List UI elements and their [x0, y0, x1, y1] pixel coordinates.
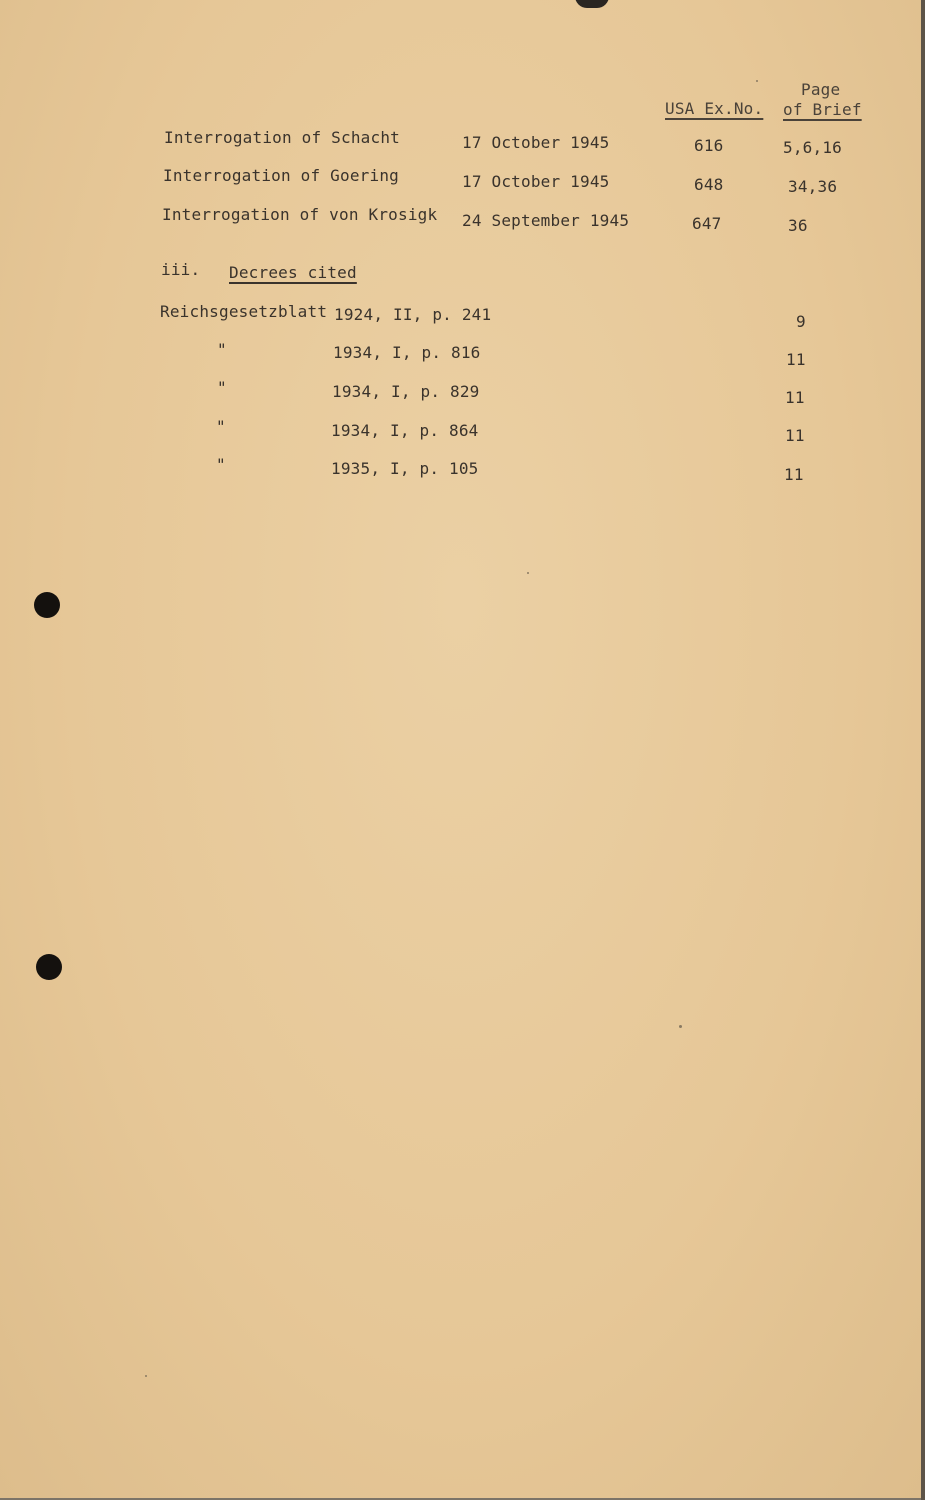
paper-speck — [527, 572, 529, 574]
ditto-mark: " — [217, 340, 227, 359]
usa-ex-no-header: USA Ex.No. — [665, 99, 764, 118]
decree-reference: 1934, I, p. 816 — [333, 343, 481, 362]
paper-speck — [756, 80, 758, 82]
ditto-mark: " — [217, 378, 227, 397]
punch-hole-upper — [34, 592, 60, 618]
decree-pages: 11 — [784, 465, 804, 484]
paper-clip-mark — [575, 0, 609, 8]
interrogation-pages: 5,6,16 — [783, 138, 842, 157]
interrogation-date: 17 October 1945 — [462, 172, 610, 191]
decree-reference: 1924, II, p. 241 — [334, 305, 492, 324]
paper-speck — [145, 1375, 147, 1377]
decree-pages: 11 — [786, 350, 806, 369]
interrogation-pages: 34,36 — [788, 177, 838, 196]
interrogation-title: Interrogation of Goering — [163, 166, 399, 185]
interrogation-date: 17 October 1945 — [462, 133, 610, 152]
interrogation-date: 24 September 1945 — [462, 211, 630, 230]
interrogation-ex-no: 616 — [694, 136, 724, 155]
page-of-brief-header-line1: Page — [801, 80, 841, 99]
decree-pages: 9 — [796, 312, 806, 331]
decree-reference: 1934, I, p. 829 — [332, 382, 480, 401]
interrogation-ex-no: 647 — [692, 214, 722, 233]
decree-reference: 1935, I, p. 105 — [331, 459, 479, 478]
interrogation-pages: 36 — [788, 216, 808, 235]
punch-hole-lower — [36, 954, 62, 980]
page-of-brief-header-line2: of Brief — [783, 100, 862, 119]
section-number: iii. — [161, 260, 201, 279]
interrogation-title: Interrogation of Schacht — [164, 128, 400, 147]
section-heading: Decrees cited — [229, 263, 357, 282]
decree-pages: 11 — [785, 388, 805, 407]
paper-speck — [679, 1025, 682, 1028]
interrogation-title: Interrogation of von Krosigk — [162, 205, 438, 224]
decree-source: Reichsgesetzblatt — [160, 302, 328, 321]
interrogation-ex-no: 648 — [694, 175, 724, 194]
decree-reference: 1934, I, p. 864 — [331, 421, 479, 440]
page-edge-shadow — [921, 0, 925, 1500]
decree-pages: 11 — [785, 426, 805, 445]
ditto-mark: " — [216, 455, 226, 474]
ditto-mark: " — [216, 417, 226, 436]
